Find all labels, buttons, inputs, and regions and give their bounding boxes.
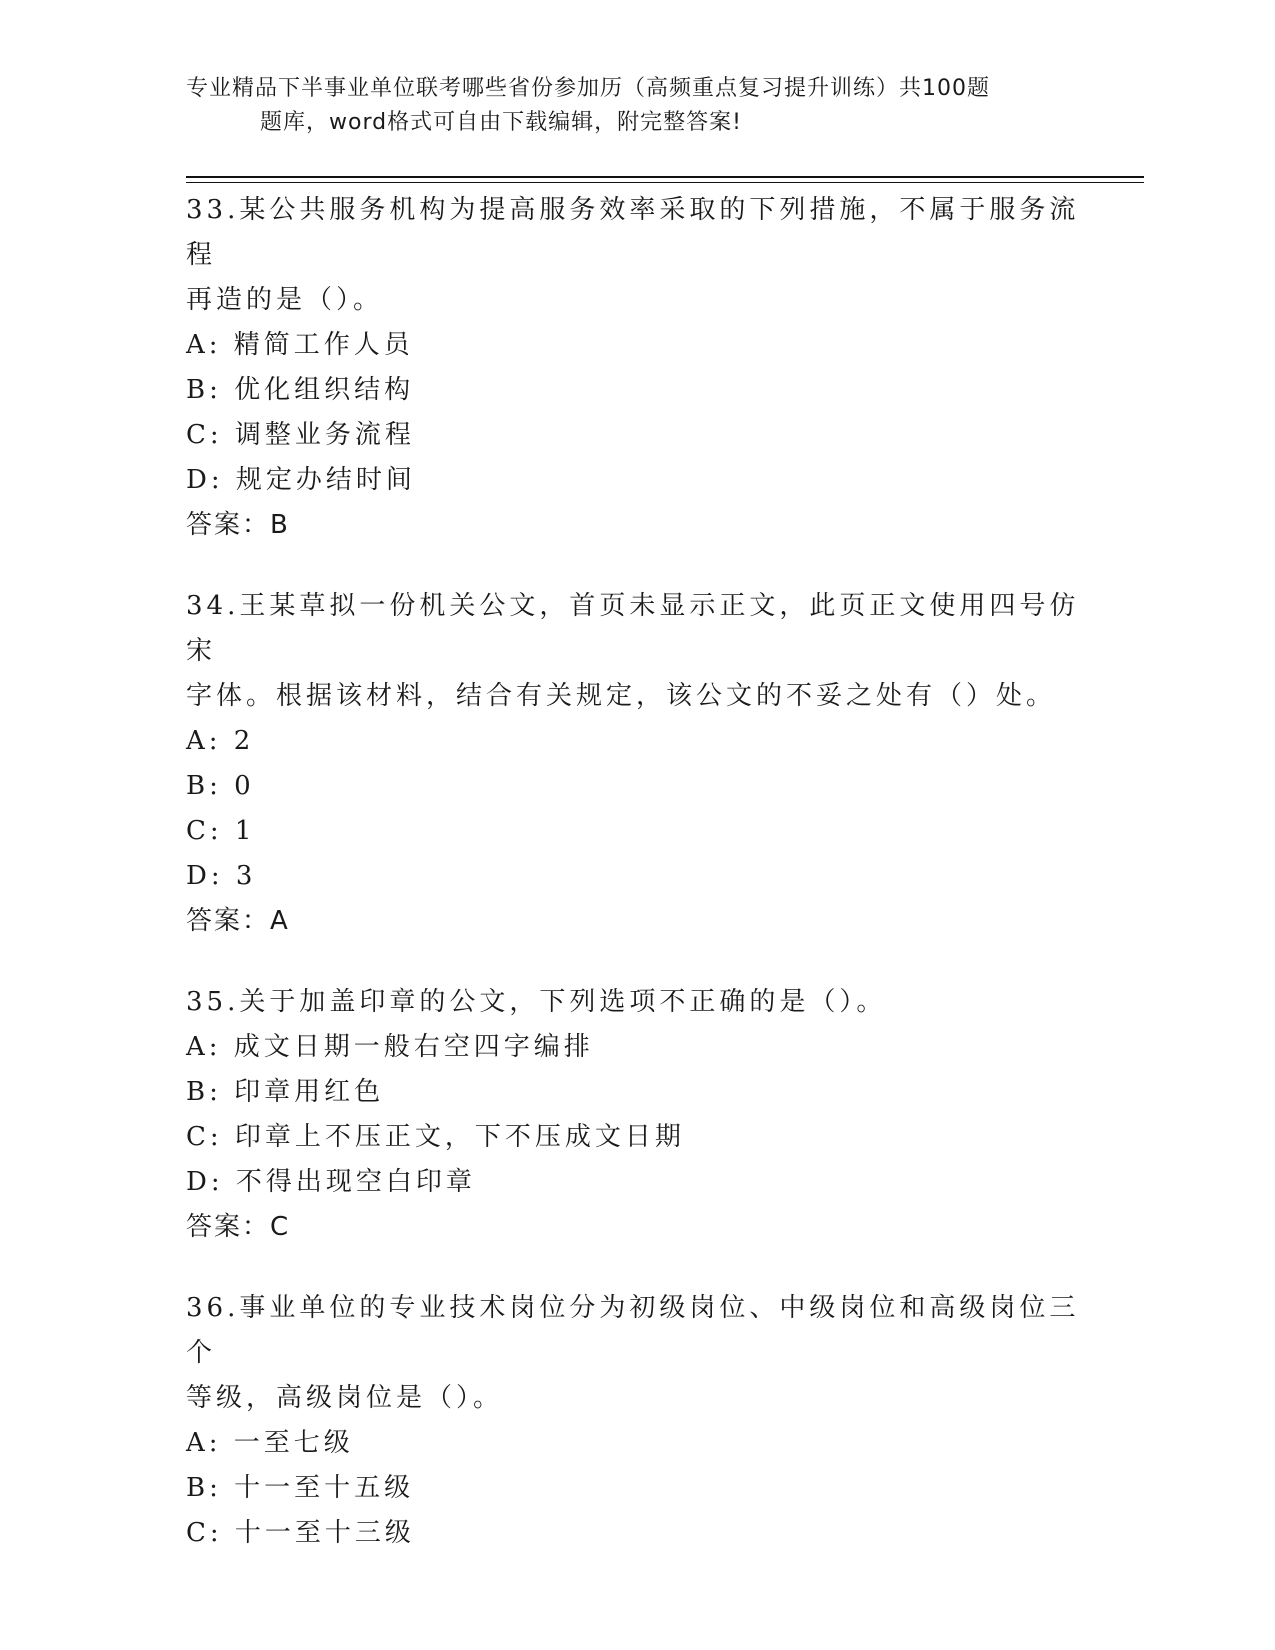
question-stem-line: 35.关于加盖印章的公文，下列选项不正确的是（）。 — [186, 987, 887, 1017]
option-a: A: 成文日期一般右空四字编排 — [186, 1032, 594, 1062]
option-c: C: 1 — [186, 816, 256, 846]
question-34 — [186, 584, 1086, 944]
option-a: A: 精简工作人员 — [186, 330, 414, 360]
header-line-1: 专业精品下半事业单位联考哪些省份参加历（高频重点复习提升训练）共100题 — [186, 76, 990, 101]
option-b: B: 印章用红色 — [186, 1077, 385, 1107]
option-c: C: 调整业务流程 — [186, 420, 415, 450]
answer-line: 答案：A — [186, 906, 290, 936]
question-stem-line: 字体。根据该材料，结合有关规定，该公文的不妥之处有（）处。 — [186, 681, 1057, 711]
header-divider-thin — [186, 182, 1144, 183]
option-d: D: 3 — [186, 861, 257, 891]
answer-line: 答案：C — [186, 1212, 291, 1242]
option-c: C: 印章上不压正文，下不压成文日期 — [186, 1122, 685, 1152]
document-header — [186, 72, 1066, 140]
question-stem-line: 33.某公共服务机构为提高服务效率采取的下列措施，不属于服务流程 — [186, 195, 1080, 270]
option-b: B: 0 — [186, 771, 255, 801]
answer-line: 答案：B — [186, 510, 290, 540]
question-stem-line: 等级，高级岗位是（）。 — [186, 1383, 504, 1413]
option-b: B: 十一至十五级 — [186, 1473, 415, 1503]
option-c: C: 十一至十三级 — [186, 1518, 415, 1548]
header-divider-thick — [186, 176, 1144, 178]
question-35 — [186, 980, 1086, 1250]
question-stem-line: 再造的是（）。 — [186, 285, 384, 315]
header-line-2: 题库，word格式可自由下载编辑，附完整答案! — [260, 110, 742, 135]
question-stem-line: 36.事业单位的专业技术岗位分为初级岗位、中级岗位和高级岗位三个 — [186, 1293, 1080, 1368]
option-a: A: 2 — [186, 726, 255, 756]
question-list — [186, 188, 1086, 1592]
option-b: B: 优化组织结构 — [186, 375, 415, 405]
option-d: D: 不得出现空白印章 — [186, 1167, 476, 1197]
option-a: A: 一至七级 — [186, 1428, 354, 1458]
option-d: D: 规定办结时间 — [186, 465, 416, 495]
question-stem-line: 34.王某草拟一份机关公文，首页未显示正文，此页正文使用四号仿宋 — [186, 591, 1080, 666]
question-33 — [186, 188, 1086, 548]
question-36 — [186, 1286, 1086, 1556]
